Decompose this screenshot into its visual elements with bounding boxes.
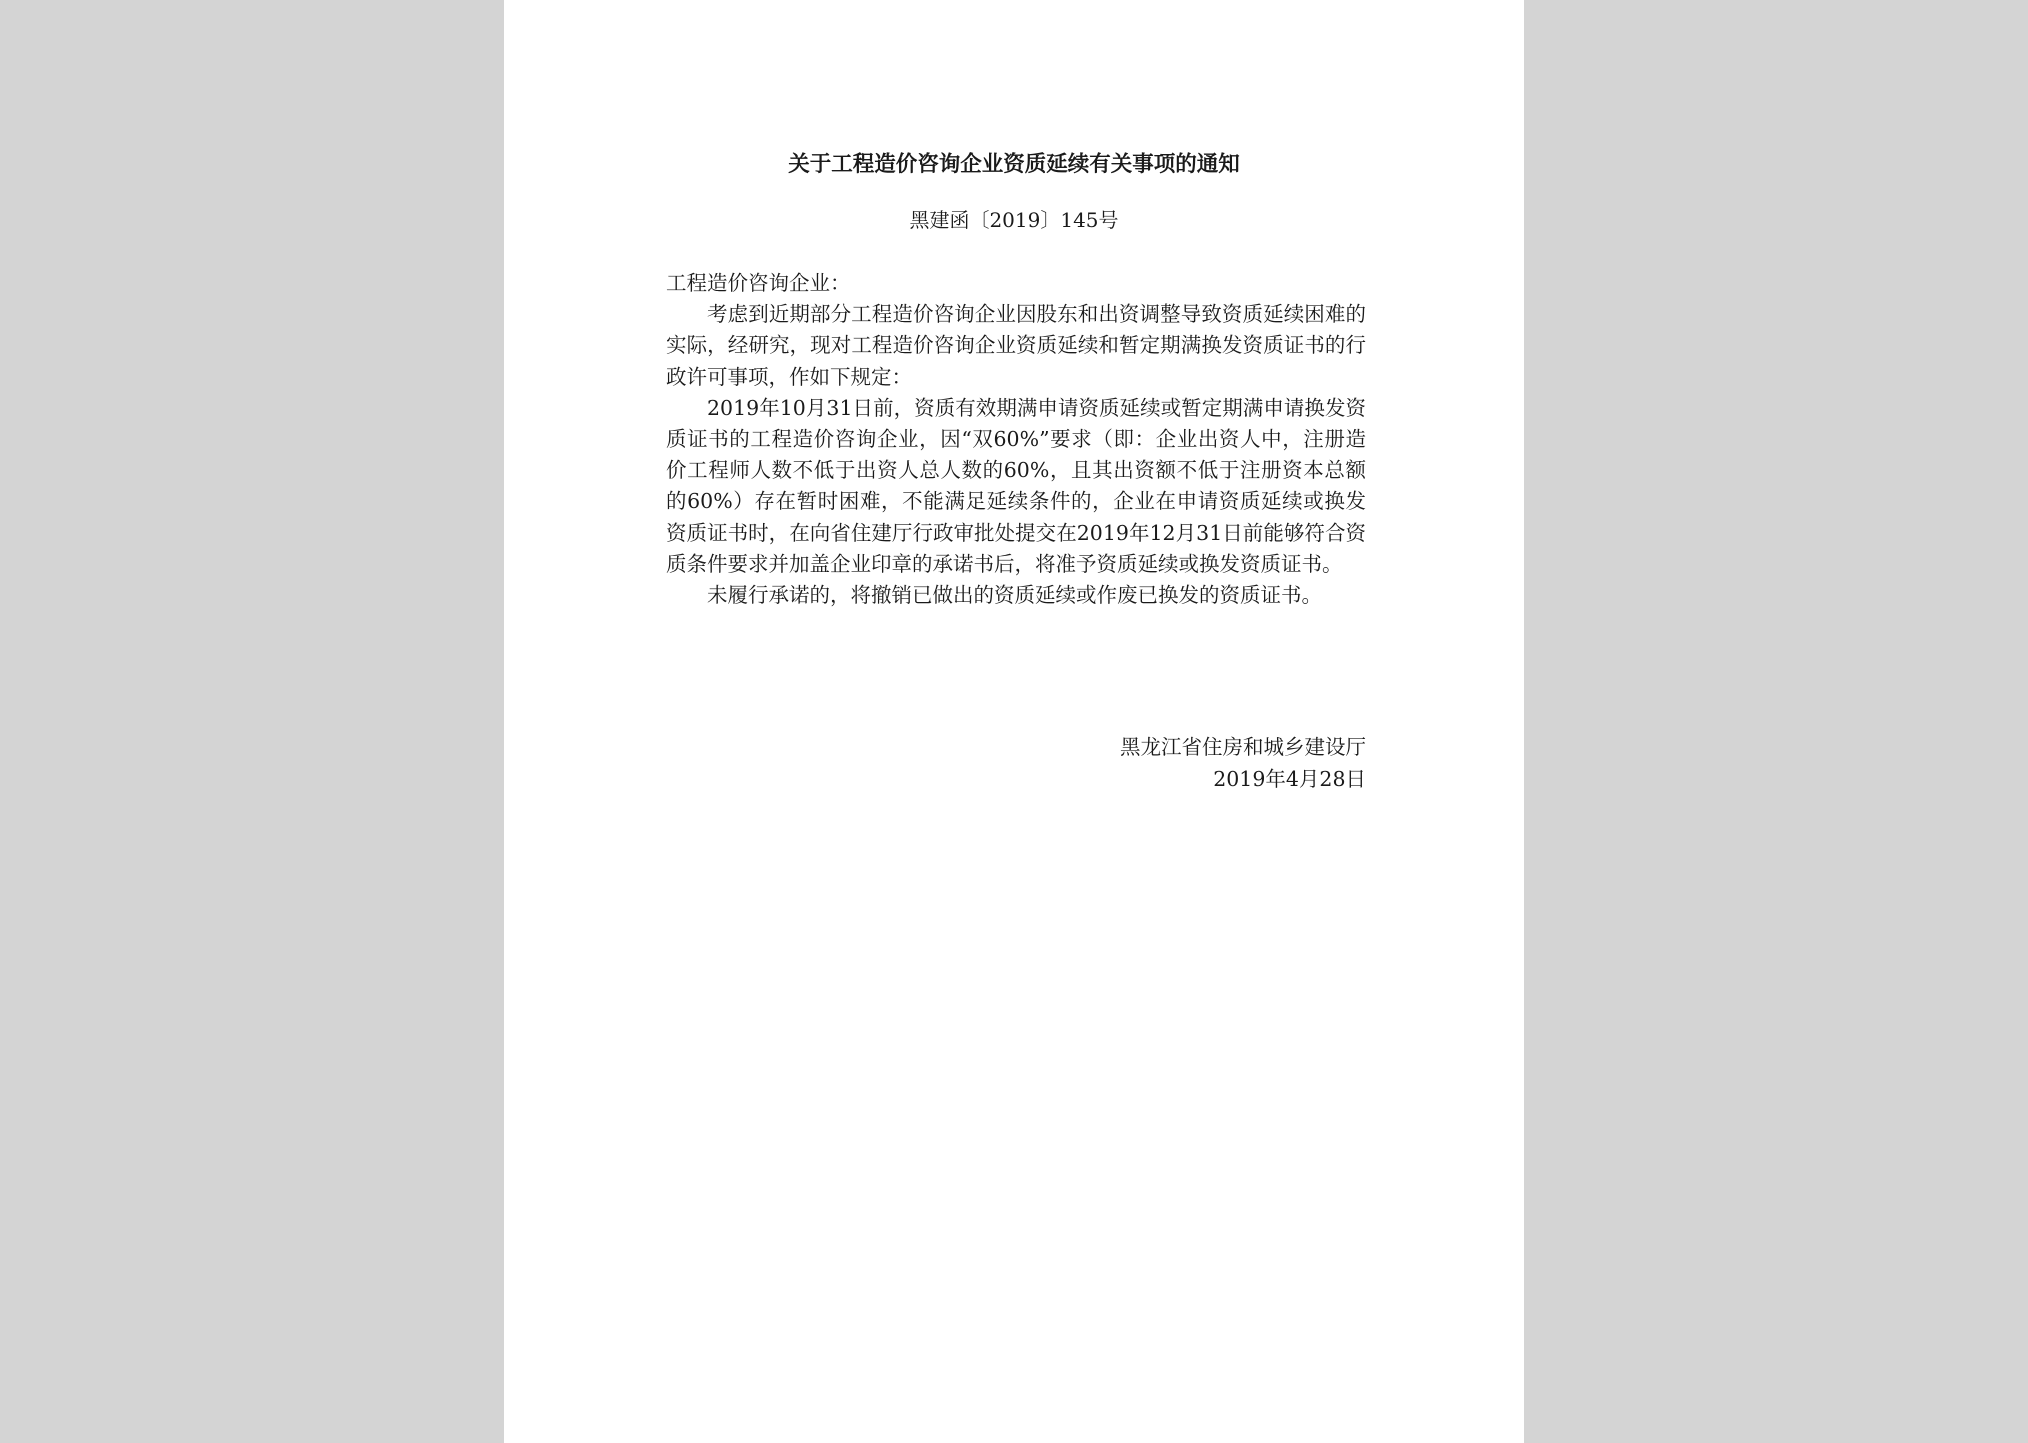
signature-block: [666, 731, 1366, 795]
document-title: 关于工程造价咨询企业资质延续有关事项的通知: [788, 152, 1240, 177]
issue-date: 2019年4月28日: [1213, 767, 1366, 791]
issuer-name: 黑龙江省住房和城乡建设厅: [1120, 735, 1366, 759]
salutation: 工程造价咨询企业：: [666, 271, 851, 295]
document-body: [666, 268, 1366, 611]
document-page: [504, 0, 1524, 1443]
paragraph-3: 未履行承诺的，将撤销已做出的资质延续或作废已换发的资质证书。: [707, 583, 1322, 608]
document-number: 黑建函〔2019〕145号: [909, 208, 1119, 232]
paragraph-2: 2019年10月31日前，资质有效期满申请资质延续或暂定期满申请换发资质证书的工程造价咨询企业，因“双60%”要求（即：企业出资人中，注册造价工程师人数不低于出资人总人数的60%，且其出资额不低于注册资本总额的60%）存在暂时困难，不能满足延续条件的，企业在申请资质延续或换发资质证书时，在向省住建厅行政审批处提交在2019年12月31日前能够符合资质条件要求并加盖企业印章的承诺书后，将准予资质延续或换发资质证书。: [666, 395, 1366, 576]
paragraph-1: 考虑到近期部分工程造价咨询企业因股东和出资调整导致资质延续困难的实际，经研究，现对工程造价咨询企业资质延续和暂定期满换发资质证书的行政许可事项，作如下规定：: [666, 302, 1366, 389]
